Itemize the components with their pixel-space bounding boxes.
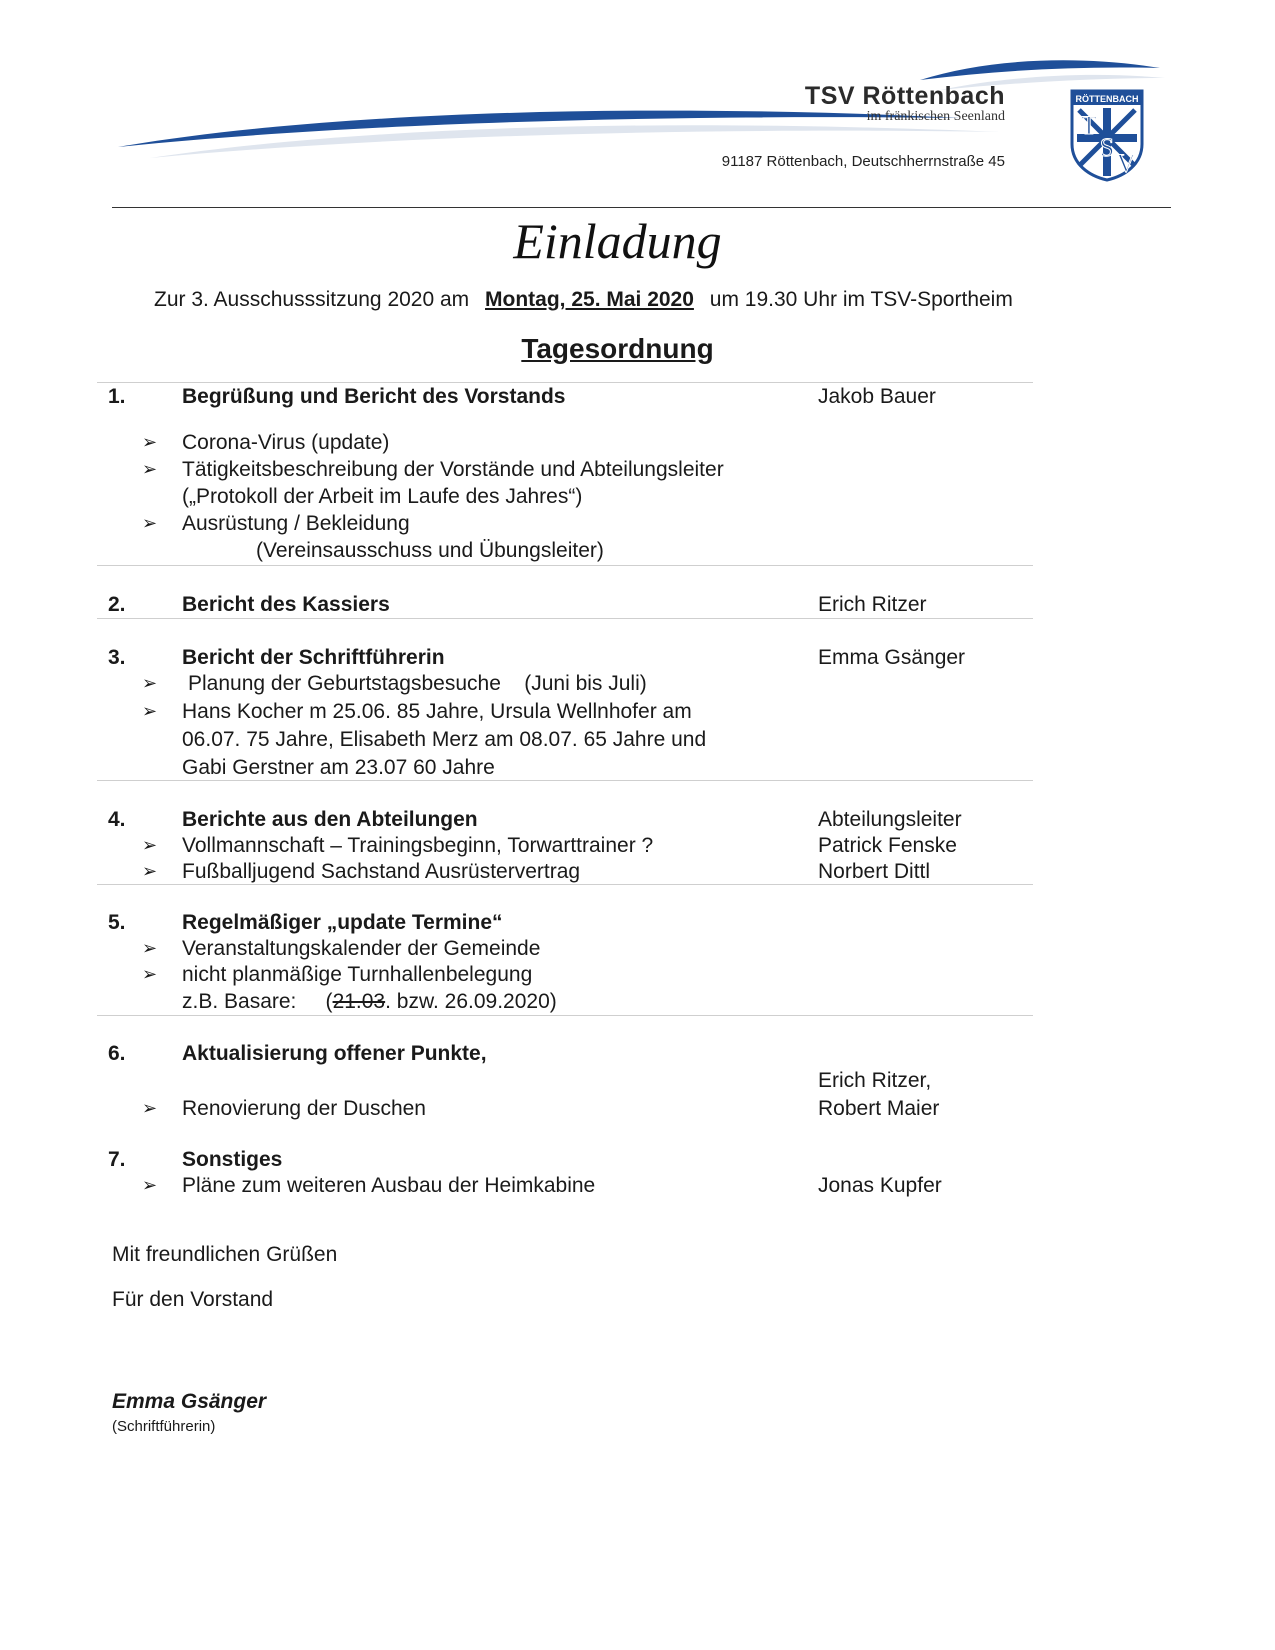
item-1-number: 1. xyxy=(108,385,126,408)
bullet-arrow-icon: ➢ xyxy=(142,1175,158,1195)
item-7-bullet-1: Pläne zum weiteren Ausbau der Heimkabine xyxy=(182,1174,596,1197)
header-divider xyxy=(112,207,1171,208)
club-name: TSV Röttenbach xyxy=(804,82,1005,110)
item-3-bullet-2-line-2: 06.07. 75 Jahre, Elisabeth Merz am 08.07. 65 Jahre und xyxy=(182,728,707,751)
closing-on-behalf: Für den Vorstand xyxy=(112,1288,274,1311)
separator xyxy=(97,618,1033,619)
crest-letter-t: T xyxy=(1081,111,1097,140)
item-4-title: Berichte aus den Abteilungen xyxy=(182,808,478,831)
item-3-title: Bericht der Schriftführerin xyxy=(182,646,445,669)
item-3-bullet-1: Planung der Geburtstagsbesuche (Juni bis Juli) xyxy=(188,672,647,695)
bullet-arrow-icon: ➢ xyxy=(142,964,158,984)
item-1-bullet-2-cont: („Protokoll der Arbeit im Laufe des Jahres“) xyxy=(182,485,583,508)
club-crest-icon xyxy=(1069,88,1145,182)
separator xyxy=(97,884,1033,885)
item-1-bullet-3-cont: (Vereinsausschuss und Übungsleiter) xyxy=(256,539,604,562)
item-6-responsible-1: Erich Ritzer, xyxy=(818,1069,932,1092)
item-4-number: 4. xyxy=(108,808,126,831)
document-title: Einladung xyxy=(513,213,722,269)
crest-label: RÖTTENBACH xyxy=(1075,94,1139,104)
item-7-title: Sonstiges xyxy=(182,1148,283,1171)
bullet-arrow-icon: ➢ xyxy=(142,1098,158,1118)
item-7-bullet-1-responsible: Jonas Kupfer xyxy=(818,1174,942,1197)
item-1-bullet-1: Corona-Virus (update) xyxy=(182,431,390,454)
item-7-number: 7. xyxy=(108,1148,126,1171)
signer-name: Emma Gsänger xyxy=(112,1390,267,1413)
item-3-bullet-2-line-1: Hans Kocher m 25.06. 85 Jahre, Ursula Wellnhofer am xyxy=(182,700,692,723)
item-6-number: 6. xyxy=(108,1042,126,1065)
bullet-arrow-icon: ➢ xyxy=(142,938,158,958)
separator xyxy=(97,565,1033,566)
intro-after: um 19.30 Uhr im TSV-Sportheim xyxy=(709,288,1013,311)
crest-letter-s: S xyxy=(1099,133,1115,162)
item-5-bullet-2: nicht planmäßige Turnhallenbelegung xyxy=(182,963,533,986)
item-3-bullet-2-line-3: Gabi Gerstner am 23.07 60 Jahre xyxy=(182,756,495,779)
item-3-number: 3. xyxy=(108,646,126,669)
club-subtitle: im fränkischen Seenland xyxy=(866,109,1005,124)
item-5-number: 5. xyxy=(108,911,126,934)
item-2-responsible: Erich Ritzer xyxy=(818,593,927,616)
meeting-date: Montag, 25. Mai 2020 xyxy=(485,288,694,311)
item-6-bullet-1: Renovierung der Duschen xyxy=(182,1097,426,1120)
item-5-title: Regelmäßiger „update Termine“ xyxy=(182,911,503,934)
dates-suffix: . bzw. 26.09.2020) xyxy=(385,990,557,1013)
item-1-bullet-3: Ausrüstung / Bekleidung xyxy=(182,512,410,535)
bullet-arrow-icon: ➢ xyxy=(142,673,158,693)
bullet-arrow-icon: ➢ xyxy=(142,432,158,452)
item-1-bullet-2: Tätigkeitsbeschreibung der Vorstände und Abteilungsleiter xyxy=(182,458,724,481)
bullet-arrow-icon: ➢ xyxy=(142,835,158,855)
item-1-responsible: Jakob Bauer xyxy=(818,385,936,408)
item-5-bullet-1: Veranstaltungskalender der Gemeinde xyxy=(182,937,541,960)
bullet-arrow-icon: ➢ xyxy=(142,861,158,881)
bullet-arrow-icon: ➢ xyxy=(142,513,158,533)
separator xyxy=(97,1015,1033,1016)
item-4-bullet-2: Fußballjugend Sachstand Ausrüstervertrag xyxy=(182,860,581,883)
item-6-title: Aktualisierung offener Punkte, xyxy=(182,1042,487,1065)
item-4-bullet-1-responsible: Patrick Fenske xyxy=(818,834,957,857)
intro-before: Zur 3. Ausschusssitzung 2020 am xyxy=(154,288,470,311)
club-address: 91187 Röttenbach, Deutschherrnstraße 45 xyxy=(721,153,1005,170)
item-4-responsible: Abteilungsleiter xyxy=(818,808,962,831)
item-1-title: Begrüßung und Bericht des Vorstands xyxy=(182,385,566,408)
item-5-bullet-2-dates xyxy=(182,988,557,1015)
dates-prefix: z.B. Basare: ( xyxy=(182,990,333,1013)
bullet-arrow-icon: ➢ xyxy=(142,701,158,721)
item-2-title: Bericht des Kassiers xyxy=(182,593,390,616)
item-6-responsible-2: Robert Maier xyxy=(818,1097,940,1120)
item-2-number: 2. xyxy=(108,593,126,616)
item-3-responsible: Emma Gsänger xyxy=(818,646,966,669)
closing-greeting: Mit freundlichen Grüßen xyxy=(112,1243,338,1266)
invitation-intro xyxy=(154,288,1013,312)
signer-role: (Schriftführerin) xyxy=(112,1418,216,1435)
item-4-bullet-1: Vollmannschaft – Trainingsbeginn, Torwarttrainer ? xyxy=(182,834,654,857)
letterhead xyxy=(0,0,1275,200)
item-4-bullet-2-responsible: Norbert Dittl xyxy=(818,860,931,883)
crest-letter-v: V xyxy=(1116,149,1136,178)
separator xyxy=(97,780,1033,781)
cancelled-date: 21.03 xyxy=(332,990,386,1013)
agenda-title: Tagesordnung xyxy=(521,333,714,364)
bullet-arrow-icon: ➢ xyxy=(142,459,158,479)
